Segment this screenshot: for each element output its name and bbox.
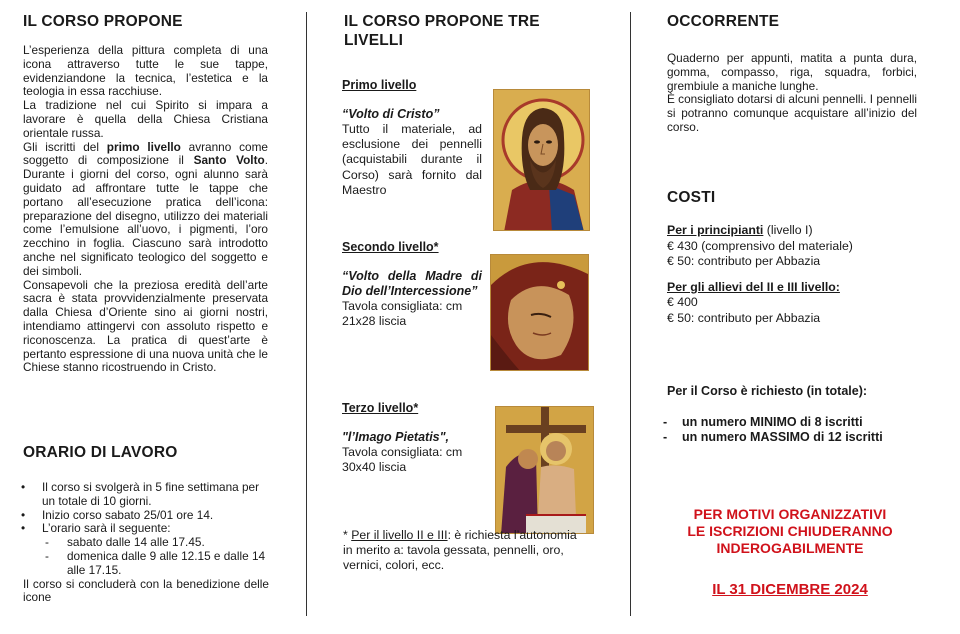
level-3-subject: "l’Imago Pietatis", [342, 430, 450, 444]
level-2-block [342, 240, 482, 329]
orario-list [21, 481, 269, 536]
orario-sublist [45, 536, 269, 577]
column-occorrente [631, 0, 960, 634]
brushes-note: È consigliato dotarsi di alcuni pennelli. I pennelli si potranno comunque acquistare all’inizio del corso. [667, 92, 917, 134]
materials-list: Quaderno per appunti, matita a punta dura, gomma, compasso, riga, squadra, forbici, grembiule a maniche lunghe. [667, 51, 917, 93]
registration-deadline: IL 31 DICEMBRE 2024 [712, 581, 868, 598]
list-item: - domenica dalle 9 alle 12.15 e dalle 14 alle 17.15. [45, 550, 269, 578]
occorrente-block [667, 52, 917, 135]
icon-imago-pietatis [495, 406, 594, 534]
section-title-corso-propone: IL CORSO PROPONE [23, 13, 183, 30]
section-title-costi: COSTI [667, 189, 716, 206]
registration-warning: PER MOTIVI ORGANIZZATIVI LE ISCRIZIONI CHIUDERANNO INDEROGABILMENTE [687, 506, 893, 556]
column-livelli [307, 0, 629, 634]
orario-block [21, 481, 269, 605]
level-1-text: Tutto il materiale, ad esclusione dei pennelli (acquistabili durante il Corso) sarà fornito dal Maestro [342, 122, 482, 197]
level-3-block [342, 401, 482, 475]
tradition-paragraph: La tradizione nel cui Spirito si impara a lavorare è quella della Chiesa Cristiana orientale russa. [23, 98, 268, 140]
requirements-list [663, 415, 943, 445]
levels-note: * Per il livello II e III: è richiesta l’autonomia in merito a: tavola gessata, pennelli, oro, vernici, colori, ecc. [343, 528, 577, 573]
icon-volto-di-cristo [493, 89, 590, 231]
list-item: - un numero MINIMO di 8 iscritti [663, 415, 943, 430]
costi-block: Per i principianti (livello I) € 430 (comprensivo del materiale) € 50: contributo per Abbazia Per gli allievi del II e III livello: € 400 € 50: contributo per Abbazia [667, 223, 853, 325]
icon-madre-di-dio [490, 254, 589, 371]
level-1-title: Primo livello [342, 78, 417, 92]
list-item: • L’orario sarà il seguente: [21, 522, 269, 536]
level-2-subject: “Volto della Madre di Dio dell’Intercessione” [342, 269, 482, 298]
level-1-block [342, 78, 482, 198]
heritage-paragraph: Consapevoli che la preziosa eredità dell’arte sacra è stata provvidenzialmente preservata dalla Chiesa d’Oriente sino ai giorni nostri, intendiamo attingervi con assoluto rispetto e riconoscenza. La pratica di quest’arte è pertanto espressione di una nuova unità che le Chiese stanno ricostruendo in Cristo. [23, 277, 268, 375]
section-title-orario: ORARIO DI LAVORO [23, 444, 178, 461]
section-title-occorrente: OCCORRENTE [667, 13, 780, 30]
level-2-title: Secondo livello* [342, 240, 439, 254]
requirements-title: Per il Corso è richiesto (in totale): [667, 384, 868, 398]
level-2-text: Tavola consigliata: cm 21x28 liscia [342, 299, 463, 329]
primo-livello-paragraph: Gli iscritti del primo livello avranno come soggetto di composizione il Santo Volto. Durante i giorni del corso, ogni alunno sarà guidato ad affrontare tutte le tappe che portano all’esecuzione pratica dell’icona: preparazione del disegno, utilizzo dei materiali come l’emulsione all’uovo, i pigmenti, l’oro zecchino in foglia. Ciascuno sarà introdotto anche nel significato teologico del soggetto e dei simboli. [23, 139, 268, 278]
closing-note: Il corso si concluderà con la benedizione delle icone [23, 576, 269, 605]
column-corso-propone [0, 0, 305, 634]
list-item: • Inizio corso sabato 25/01 ore 14. [21, 509, 269, 523]
intro-paragraph: L’esperienza della pittura completa di una icona attraverso tutte le sue tappe, evidenziandone la tecnica, l’estetica e la teologia in essa racchiuse. [23, 43, 268, 99]
course-description [23, 44, 268, 375]
list-item: - sabato dalle 14 alle 17.45. [45, 536, 269, 550]
list-item: - un numero MASSIMO di 12 iscritti [663, 430, 943, 445]
level-3-text: Tavola consigliata: cm 30x40 liscia [342, 445, 463, 475]
level-1-subject: “Volto di Cristo” [342, 107, 440, 121]
list-item: • Il corso si svolgerà in 5 fine settimana per un totale di 10 giorni. [21, 481, 269, 509]
level-3-title: Terzo livello* [342, 401, 419, 415]
section-title-livelli: IL CORSO PROPONE TRE LIVELLI [344, 13, 540, 49]
